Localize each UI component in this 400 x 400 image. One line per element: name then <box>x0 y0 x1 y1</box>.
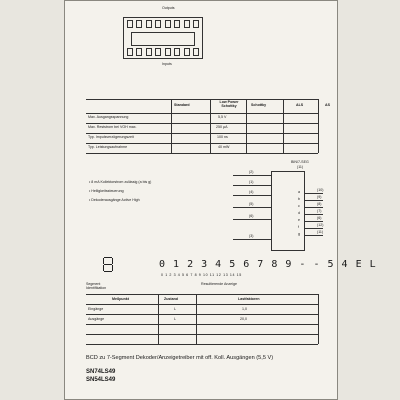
chip-top-label: Outputs <box>162 6 175 10</box>
datasheet-page <box>64 0 377 400</box>
output-label: g <box>298 232 300 236</box>
header-standard: Standard <box>174 103 190 107</box>
chip-bottom-label: Inputs <box>162 62 172 66</box>
fanout-point: Eingänge <box>88 307 104 311</box>
output-label: e <box>298 218 300 222</box>
spec-table <box>86 99 330 155</box>
header-lastfaktoren: Lastfaktoren <box>238 297 260 301</box>
output-pin: (8) <box>317 202 322 206</box>
header-zustand: Zustand <box>164 297 178 301</box>
row-value: 5,5 V <box>218 115 227 119</box>
fanout-point: Ausgänge <box>88 317 105 321</box>
header-low-power-schottky: Low Power Schottky <box>219 100 239 108</box>
row-label: Typ. Leistungsaufnahme <box>88 145 128 149</box>
input-pin: (2) <box>249 170 254 174</box>
input-pin: (4) <box>249 190 254 194</box>
description: BCD zu 7-Segment Dekoder/Anzeigetreiber mit off. Koll. Ausgängen (5,5 V) <box>86 355 274 361</box>
output-pin: (11) <box>317 230 324 234</box>
feature-item: • Helligkeitssteuerung <box>89 189 124 193</box>
segment-label-right: Resultierende Anzeige <box>201 282 237 286</box>
segment-digits: 0 1 2 3 4 5 6 7 8 9 - - 5 4 E L <box>159 259 377 270</box>
output-pin: (12) <box>317 223 324 227</box>
segment-label-left: Segment Identifikation <box>86 282 107 290</box>
output-label: d <box>298 211 300 215</box>
input-pin: (3) <box>249 234 254 238</box>
input-pin: (6) <box>249 214 254 218</box>
header-messpunkt: Meßpunkt <box>112 297 129 301</box>
output-label: b <box>298 197 300 201</box>
header-as: AS <box>325 103 330 107</box>
output-label: f <box>298 225 299 229</box>
input-pin: (1) <box>249 180 254 184</box>
header-schottky: Schottky <box>251 103 267 107</box>
output-pin: (9) <box>317 195 322 199</box>
output-pin: (6) <box>317 216 322 220</box>
fanout-table <box>86 294 318 348</box>
logic-subtitle: (11) <box>297 165 304 169</box>
segment-indices: 0 1 2 3 4 5 6 7 8 9 10 11 12 13 14 15 <box>161 273 242 277</box>
header-als: ALS <box>296 103 304 107</box>
fanout-factor: 1,0 <box>242 307 247 311</box>
row-label: Typ. Impulsverzögerungszeit <box>88 135 134 139</box>
fanout-state: L <box>174 307 176 311</box>
row-label: Max. Ausgangsspannung <box>88 115 129 119</box>
dip-package <box>123 17 203 59</box>
row-label: Max. Reststrom bei VOH max. <box>88 125 137 129</box>
row-value: 100 ns <box>217 135 228 139</box>
output-pin: (10) <box>317 188 324 192</box>
part-number: SN74LS49 <box>86 369 116 375</box>
feature-item: • 8 mA Kollektorstrom zulässig (a bis g) <box>89 180 152 184</box>
input-pin: (5) <box>249 202 254 206</box>
fanout-state: L <box>174 317 176 321</box>
logic-title: BIN/7-SEG <box>291 160 309 164</box>
output-label: a <box>298 190 300 194</box>
feature-item: • Dekoderausgänge Active High <box>89 198 140 202</box>
logic-symbol <box>225 161 335 253</box>
output-label: c <box>298 204 300 208</box>
segment-glyph <box>102 257 114 273</box>
row-value: 40 mW <box>218 145 230 149</box>
fanout-factor: 20,0 <box>240 317 247 321</box>
part-number: SN54LS49 <box>86 377 116 383</box>
output-pin: (7) <box>317 209 322 213</box>
row-value: 250 µA <box>216 125 228 129</box>
